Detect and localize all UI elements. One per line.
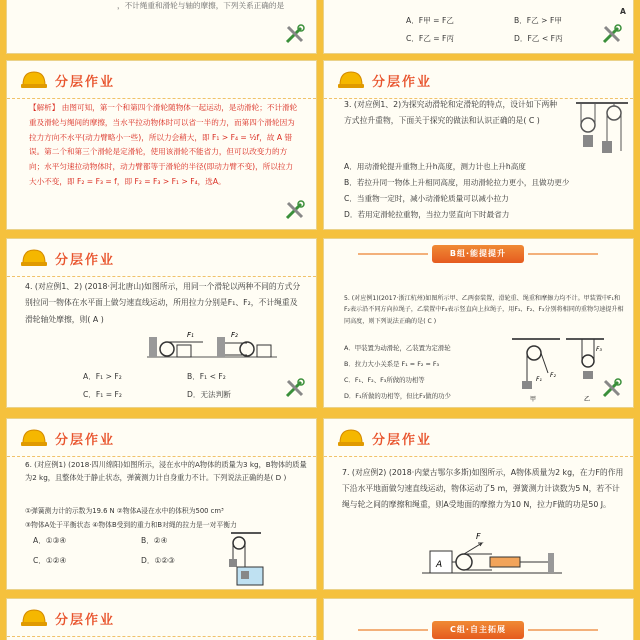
question-5-stem: 5. (对应例1)(2017·浙江杭州)如图所示甲、乙两套装置，滑轮重、绳重和摩擦力均不计。甲装置中F₁和F₂表示沿不同方向拉绳子，乙装置中F₃表示竖直向上拉绳子，用F₁、F₂、F₃分别将相同的重物匀速提升相同高度，则下列说法正确的是( C )	[344, 295, 624, 325]
option-c: C．当重物一定时，减小动滑轮质量可以减小拉力	[344, 194, 509, 203]
header-title: 分层作业	[55, 75, 116, 90]
option-d: D．若用定滑轮拉重物，当拉力竖直向下时最省力	[344, 210, 510, 219]
pulley-diagram	[225, 531, 269, 587]
diagram-label-jia: 甲	[530, 396, 537, 403]
card-analysis	[6, 60, 317, 230]
card-next-right	[323, 598, 634, 640]
card-header	[7, 419, 316, 457]
card-question-4	[6, 238, 317, 408]
header-title: 分层作业	[55, 433, 116, 448]
card-header	[7, 239, 316, 277]
card-header	[7, 599, 316, 637]
option-d: D．F乙 < F丙	[514, 34, 563, 43]
header-title: 分层作业	[55, 253, 116, 268]
card-question-2-options	[323, 0, 634, 54]
question-3-stem: 3. (对应例1、2)为探究动滑轮和定滑轮的特点，设计如下两种方式拉升重物，下面关于探究的做法和认识正确的是( C )	[344, 100, 558, 126]
question-7-stem: 7. (对应例2) (2018·内蒙古鄂尔多斯)如图所示，A物体质量为2 kg，在力F的作用下沿水平地面做匀速直线运动，物体运动了5 m，弹簧测力计读数为5 N，若不计绳与轮之间的摩擦和绳重，则A受地面的摩擦力为10 N，拉力F做的功是50 J。	[342, 468, 624, 509]
force-label-f1: F₁	[536, 376, 542, 383]
card-question-2-tail	[6, 0, 317, 54]
question-6-stem: 6. (对应例1) (2018·四川绵阳)如图所示，浸在水中的A物体的质量为3 kg，B物体的质量为2 kg，且整体处于静止状态，弹簧测力计自身重力不计。下列说法正确的是( D )	[25, 460, 307, 482]
card-question-3	[323, 60, 634, 230]
statement-line-2: ③物体A处于平衡状态 ④物体B受到的重力和B对绳的拉力是一对平衡力	[25, 521, 237, 529]
block-label-a: A	[436, 560, 443, 570]
tools-icon	[284, 377, 306, 399]
card-question-5	[323, 238, 634, 408]
tools-icon	[284, 23, 306, 45]
question-4-stem: 4. (对应例1、2) (2018·河北唐山)如图所示，用同一个滑轮以两种不同的方式分别拉同一物体在水平面上做匀速直线运动，所用拉力分别是F₁、F₂，不计绳重及滑轮轴处摩擦，则( A )	[25, 282, 301, 324]
helmet-icon	[338, 69, 364, 89]
header-title: 分层作业	[372, 433, 433, 448]
option-b: B．拉力大小关系是 F₁ = F₂ = F₃	[344, 360, 440, 368]
option-b: B．F乙 > F甲	[514, 16, 562, 25]
option-b: B．F₁ < F₂	[187, 372, 226, 381]
force-label-f1: F₁	[187, 331, 194, 339]
pulley-diagram	[510, 337, 606, 405]
option-a: A．①③④	[33, 536, 67, 545]
option-b: B．若拉升同一物体上升相同高度，用动滑轮拉力更小，且做功更少	[344, 178, 570, 187]
force-label-f2: F₂	[231, 331, 238, 339]
card-question-7	[323, 418, 634, 590]
option-d: D．F₁所做的功相等，但比F₃做的功少	[344, 392, 451, 400]
helmet-icon	[21, 247, 47, 267]
card-header	[324, 61, 633, 99]
diagram-label-yi: 乙	[584, 396, 591, 403]
tools-icon	[601, 377, 623, 399]
card-header	[7, 61, 316, 99]
pulley-diagram	[422, 531, 562, 581]
header-title: 分层作业	[55, 613, 116, 628]
card-question-6	[6, 418, 317, 590]
option-c: C．F₁、F₂、F₃所做的功相等	[344, 376, 425, 384]
option-d: D．①②③	[141, 556, 175, 565]
helmet-icon	[338, 427, 364, 447]
option-a: A．F₁ > F₂	[83, 372, 122, 381]
helmet-icon	[21, 427, 47, 447]
option-a: A．F甲 = F乙	[406, 16, 454, 25]
option-c: C．①②④	[33, 556, 67, 565]
option-a: A．用动滑轮提升重物上升h高度，测力计也上升h高度	[344, 162, 526, 171]
force-label-f2: F₂	[550, 372, 556, 379]
tools-icon	[284, 199, 306, 221]
helmet-icon	[21, 69, 47, 89]
pulley-diagram	[147, 327, 277, 361]
tools-icon	[601, 23, 623, 45]
analysis-text: 【解析】 由图可知，第一个和第四个滑轮随物体一起运动，是动滑轮；不计滑轮重及滑轮与绳间的摩擦，当水平拉动物体时可以省一半的力，而第四个滑轮因为拉力方向不水平(动力臂略小一些)，所以力会稍大，即 F₁ > F₄ = ½f，故 A 错误。第二个和第三个滑轮是定滑轮，使用该滑轮不能省力，但可以改变力的方向；水平匀速拉动物体时，动力臂都等于滑轮的半径(即动力臂不变)，所以拉力大小不变，即 F₂ = F₃ = f，即 F₂ = F₃ > F₁ > F₄，选A。	[29, 103, 298, 186]
card-header	[324, 419, 633, 457]
section-badge: B组·能提提升	[432, 245, 524, 263]
option-b: B．②④	[141, 536, 168, 545]
section-badge: C组·自主拓展	[432, 621, 524, 639]
card-next-left	[6, 598, 317, 640]
answer-mark: A	[620, 7, 626, 16]
option-d: D．无法判断	[187, 390, 231, 399]
helmet-icon	[21, 607, 47, 627]
force-label-f: F	[476, 532, 481, 541]
statement-line-1: ①弹簧测力计的示数为19.6 N ②物体A浸在水中的体积为500 cm³	[25, 507, 224, 515]
header-title: 分层作业	[372, 75, 433, 90]
question-2-stem-fragment: ，不计绳重和滑轮与轴的摩擦，下列关系正确的是	[117, 1, 285, 10]
pulley-diagram	[572, 101, 632, 161]
option-a: A．甲装置为动滑轮，乙装置为定滑轮	[344, 344, 451, 352]
option-c: C．F乙 = F丙	[406, 34, 455, 43]
option-c: C．F₁ = F₂	[83, 390, 122, 399]
force-label-f3: F₃	[596, 346, 602, 353]
